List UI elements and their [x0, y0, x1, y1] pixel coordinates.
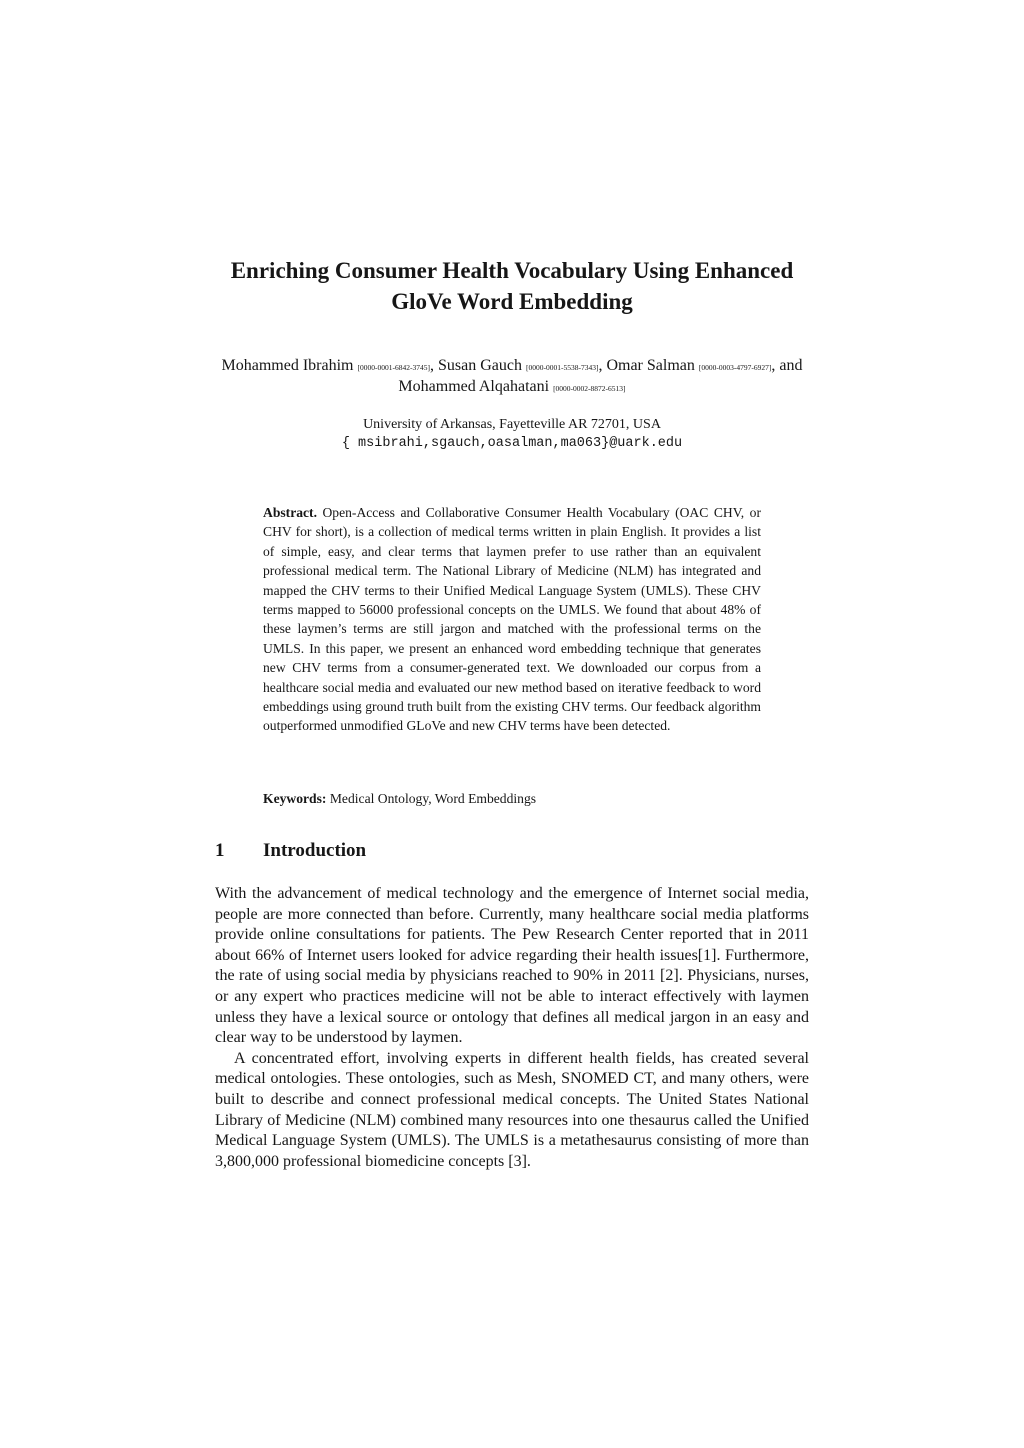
- section-body: [215, 884, 809, 1172]
- author-name: Omar Salman: [606, 357, 695, 374]
- author-name: Mohammed Alqahatani: [398, 378, 550, 395]
- abstract-label: Abstract.: [263, 505, 317, 520]
- paper-title: [180, 255, 844, 317]
- author-orcid: [0000-0002-8872-6513]: [553, 384, 626, 393]
- paragraph: A concentrated effort, involving experts in different health fields, has created several medical ontologies. These ontologies, such as Mesh, SNOMED CT, and many others, were built to describe and connect professional medical concepts. The United States National Library of Medicine (NLM) combined many resources into one thesaurus called the Unified Medical Language System (UMLS). The UMLS is a metathesaurus consisting of more than 3,800,000 professional biomedicine concepts [3].: [215, 1049, 809, 1170]
- keywords: [263, 789, 761, 808]
- paper-title-line-1: Enriching Consumer Health Vocabulary Using Enhanced: [230, 258, 794, 283]
- section-title: Introduction: [263, 840, 367, 861]
- author-name: Susan Gauch: [437, 357, 522, 374]
- keywords-text: Medical Ontology, Word Embeddings: [329, 791, 537, 806]
- paper-title-line-2: GloVe Word Embedding: [391, 289, 633, 314]
- author-name: Mohammed Ibrahim: [221, 357, 354, 374]
- paragraph: With the advancement of medical technology and the emergence of Internet social media, people are more connected than before. Currently, many healthcare social media platforms provide online consultations for patients. The Pew Research Center reported that in 2011 about 66% of Internet users looked for advice regarding their health issues[1]. Furthermore, the rate of using social media by physicians reached to 90% in 2011 [2]. Physicians, nurses, or any expert who practices medicine will not be able to interact effectively with laymen unless they have a lexical source or ontology that defines all medical jargon in an easy and clear way to be understood by laymen.: [215, 885, 809, 1047]
- author-emails: { msibrahi,sgauch,oasalman,ma063}@uark.edu: [341, 436, 683, 451]
- section-heading: [215, 838, 366, 864]
- author-orcid: [0000-0001-5538-7343]: [525, 363, 599, 372]
- affiliation: [215, 415, 809, 453]
- abstract: [263, 503, 761, 736]
- keywords-label: Keywords:: [263, 791, 327, 806]
- author-joiner: and: [779, 357, 803, 374]
- author-list: Mohammed Ibrahim [0000-0001-6842-3745], Susan Gauch [0000-0001-5538-7343], Omar Salman [0000-0003-4797-6927], and Mohammed Alqahatani [0000-0002-8872-6513]: [221, 357, 803, 395]
- section-number: 1: [215, 840, 225, 861]
- author-orcid: [0000-0001-6842-3745]: [357, 363, 430, 372]
- author-orcid: [0000-0003-4797-6927]: [698, 363, 772, 372]
- abstract-text: Open-Access and Collaborative Consumer Health Vocabulary (OAC CHV, or CHV for short), is a collection of medical terms written in plain English. It provides a list of simple, easy, and clear terms that laymen prefer to use rather than an equivalent professional medical term. The National Library of Medicine (NLM) has integrated and mapped the CHV terms to their Unified Medical Language System (UMLS). These CHV terms mapped to 56000 professional concepts on the UMLS. We found that about 48% of these laymen’s terms are still jargon and matched with the professional terms on the UMLS. In this paper, we present an enhanced word embedding technique that generates new CHV terms from a consumer-generated text. We downloaded our corpus from a healthcare social media and evaluated our new method based on iterative feedback to word embeddings using ground truth built from the existing CHV terms. Our feedback algorithm outperformed unmodified GLoVe and new CHV terms have been detected.: [263, 505, 761, 734]
- institution: University of Arkansas, Fayetteville AR 72701, USA: [363, 417, 661, 432]
